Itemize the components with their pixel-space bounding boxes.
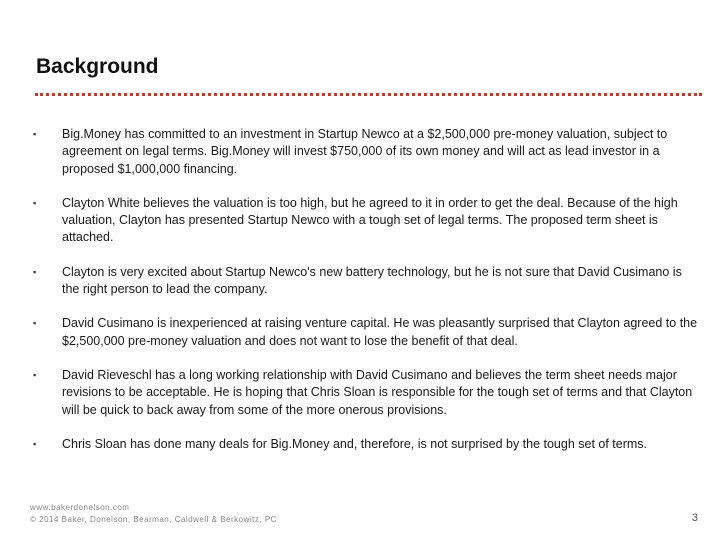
page-number: 3 [691, 512, 698, 524]
bullet-text: David Cusimano is inexperienced at raising venture capital. He was pleasantly surprised that Clayton agreed to the $2,500,000 pre-money valuation and does not want to lose the benefit of that deal. [62, 316, 698, 348]
bullet-item [30, 315, 702, 350]
bullet-item [30, 195, 702, 247]
title-divider [35, 93, 702, 96]
bullet-marker-icon: ▪ [33, 197, 37, 208]
bullet-marker-icon: ▪ [33, 129, 37, 139]
footer-url: www.bakerdonelson.com [30, 503, 130, 512]
bullet-text: Big.Money has committed to an investment in Startup Newco at a $2,500,000 pre‑money valuation, subject to agreement on legal terms. Big.Money will invest $750,000 of its own money and will act as lead investor in a proposed $1,000,000 financing. [62, 127, 668, 176]
bullet-item [30, 126, 702, 178]
slide-title: Background [36, 55, 159, 78]
bullet-text: Clayton is very excited about Startup Newco's new battery technology, but he is not sure that David Cusimano is the right person to lead the company. [62, 264, 682, 297]
bullet-marker-icon: ▪ [33, 438, 37, 449]
bullet-text: Chris Sloan has done many deals for Big.Money and, therefore, is not surprised by the tough set of terms. [62, 436, 648, 451]
bullet-item [30, 264, 702, 299]
bullet-text: David Rieveschl has a long working relationship with David Cusimano and believes the term sheet needs major revisions to be acceptable. He is hoping that Chris Sloan is responsible for the tough set of terms and that Clayton will be quick to back away from some of the more onerous provisions. [62, 367, 693, 417]
bullet-list [30, 126, 702, 470]
footer-copyright: © 2014 Baker, Donelson, Bearman, Caldwell & Berkowitz, PC [30, 515, 277, 524]
bullet-marker-icon: ▪ [33, 318, 37, 329]
bullet-item [30, 367, 702, 419]
bullet-item [30, 436, 702, 453]
bullet-marker-icon: ▪ [33, 266, 37, 277]
bullet-text: Clayton White believes the valuation is too high, but he agreed to it in order to get the deal. Because of the high valuation, Clayton has presented Startup Newco with a tough set of legal terms. The proposed term sheet is attached. [62, 195, 678, 245]
bullet-marker-icon: ▪ [33, 369, 37, 380]
